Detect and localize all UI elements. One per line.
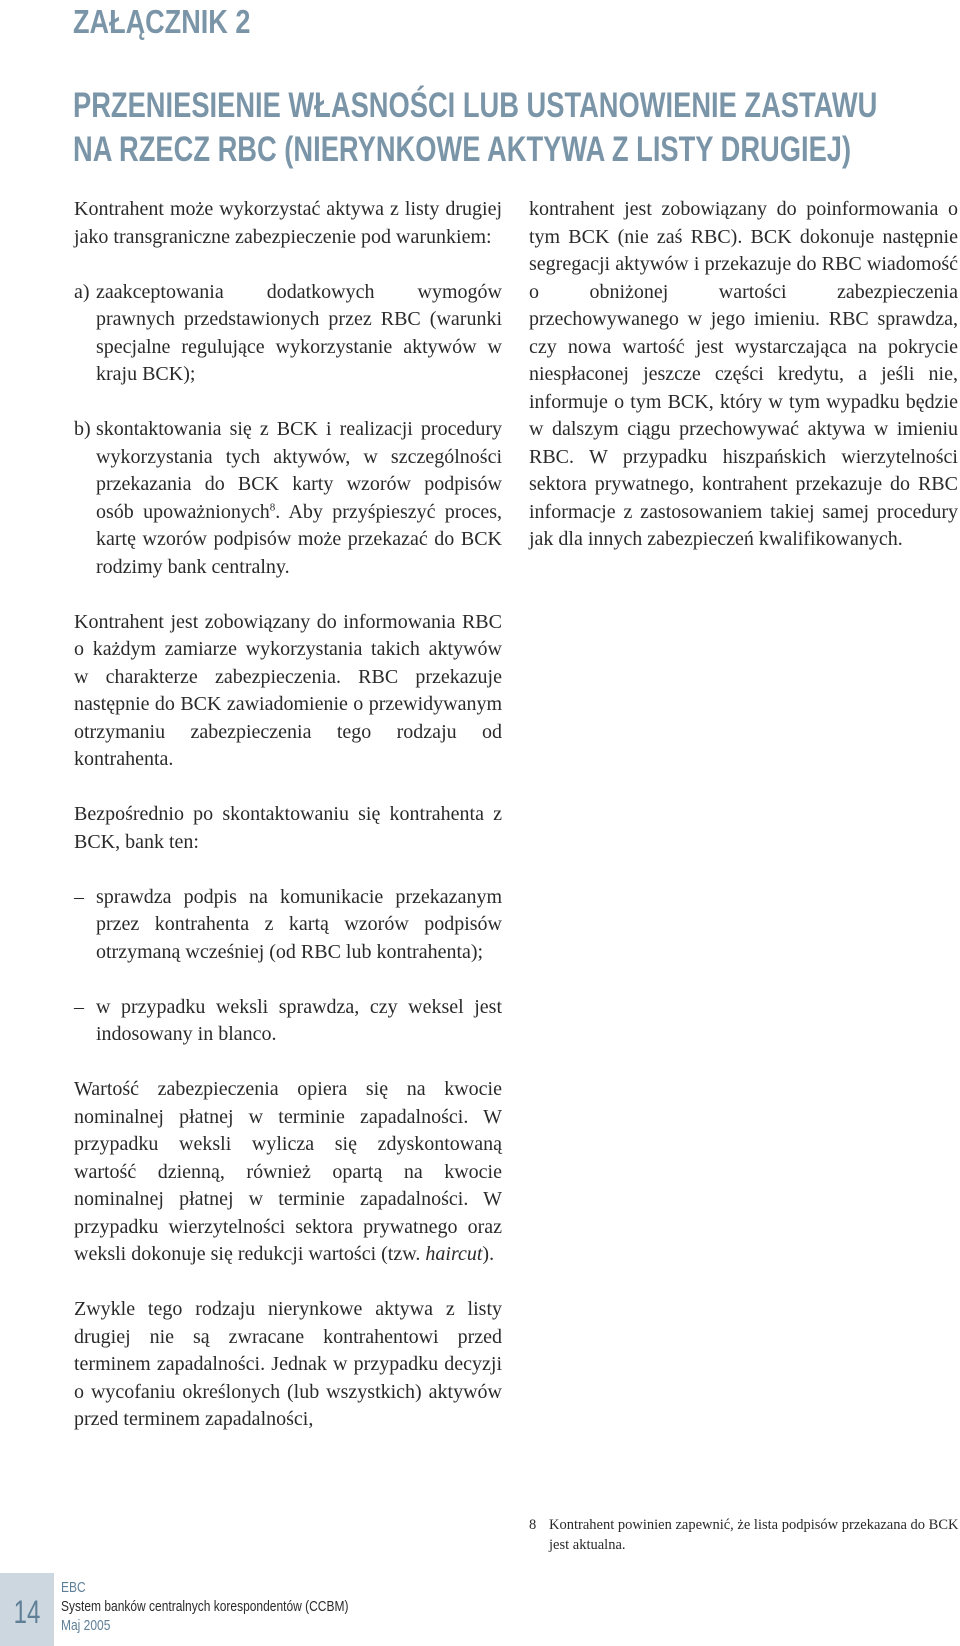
footer-publication: System banków centralnych korespondentów (CCBM)	[61, 1598, 349, 1615]
check-item-text: w przypadku weksli sprawdza, czy weksel jest indosowany in blanco.	[96, 995, 502, 1045]
check-item	[74, 994, 502, 1049]
condition-b-text: skontaktowania się z BCK i realizacji procedury wykorzystania tych aktywów, w szczególności przekazania do BCK karty wzorów podpisów osób upoważnionych	[96, 418, 502, 523]
dash-marker: –	[74, 885, 84, 908]
right-column	[529, 196, 958, 581]
footer	[61, 1578, 348, 1635]
dash-marker: –	[74, 995, 84, 1018]
check-list	[74, 884, 502, 1049]
footnote-text: Kontrahent powinien zapewnić, że lista podpisów przekazana do BCK jest aktualna.	[549, 1517, 959, 1553]
footnote	[529, 1515, 959, 1555]
valuation-text: Wartość zabezpieczenia opiera się na kwocie nominalnej płatnej w terminie zapadalności. W przypadku weksli wylicza się zdyskontowaną wartość dzienną, również opartą na kwocie nominalnej płatnej w terminie zapadalności. W przypadku wierzytelności sektora prywatnego oraz weksli dokonuje się redukcji wartości (tzw.	[74, 1078, 502, 1265]
intro-paragraph: Kontrahent może wykorzystać aktywa z listy drugiej jako transgraniczne zabezpieczenie pod warunkiem:	[74, 198, 502, 248]
valuation-paragraph	[74, 1076, 502, 1269]
check-item	[74, 884, 502, 967]
haircut-term: haircut	[425, 1243, 483, 1265]
footnote-number: 8	[529, 1517, 537, 1533]
page-title: PRZENIESIENIE WŁASNOŚCI LUB USTANOWIENIE ZASTAWU NA RZECZ RBC (NIERYNKOWE AKTYWA Z LISTY DRUGIEJ)	[73, 86, 878, 169]
condition-b-marker: b)	[74, 418, 91, 440]
valuation-text-end: ).	[482, 1243, 495, 1265]
info-paragraph: Kontrahent jest zobowiązany do informowania RBC o każdym zamiarze wykorzystania takich aktywów w charakterze zabezpieczenia. RBC przekazuje następnie do BCK zawiadomienie o przewidywanym otrzymaniu zabezpieczenia tego rodzaju od kontrahenta.	[74, 610, 502, 770]
contact-paragraph: Bezpośrednio po skontaktowaniu się kontrahenta z BCK, bank ten:	[74, 803, 502, 853]
continuation-paragraph: kontrahent jest zobowiązany do poinformowania o tym BCK (nie zaś RBC). BCK dokonuje następnie segregacji aktywów i przekazuje do RBC wiadomość o obniżonej wartości zabezpieczenia przechowywanego w jego imieniu. RBC sprawdza, czy nowa wartość jest wystarczająca na pokrycie niespłaconej jeszcze części kredytu, a jeśli nie, informuje o tym BCK, który w tym wypadku będzie w dalszym ciągu przechowywać aktywa w imieniu RBC. W przypadku hiszpańskich wierzytelności sektora prywatnego, kontrahent przekazuje do RBC informacje z zastosowaniem takiej samej procedury jak dla innych zabezpieczeń kwalifikowanych.	[529, 198, 958, 550]
check-item-text: sprawdza podpis na komunikacie przekazanym przez kontrahenta z kartą wzorów podpisów otrzymaną wcześniej (od RBC lub kontrahenta);	[96, 885, 502, 963]
condition-a	[74, 279, 502, 389]
footnote-ref[interactable]: 8	[269, 500, 276, 513]
condition-a-text: zaakceptowania dodatkowych wymogów prawnych przedstawionych przez RBC (warunki specjalne regulujące wykorzystanie aktywów w kraju BCK);	[96, 280, 502, 385]
annex-label: ZAŁĄCZNIK 2	[73, 3, 251, 40]
footer-date: Maj 2005	[61, 1617, 111, 1634]
condition-b-text-end: . Aby przyśpieszyć proces, kartę wzorów podpisów może przekazać do BCK rodzimy bank centralny.	[96, 500, 502, 578]
return-paragraph: Zwykle tego rodzaju nierynkowe aktywa z listy drugiej nie są zwracane kontrahentowi przed terminem zapadalności. Jednak w przypadku decyzji o wycofaniu określonych (lub wszystkich) aktywów przed terminem zapadalności,	[74, 1298, 502, 1430]
page-number: 14	[13, 1594, 41, 1630]
condition-a-marker: a)	[74, 280, 90, 303]
left-column	[74, 196, 502, 1461]
condition-b	[74, 416, 502, 581]
footer-brand: EBC	[61, 1579, 86, 1596]
condition-list	[74, 279, 502, 582]
